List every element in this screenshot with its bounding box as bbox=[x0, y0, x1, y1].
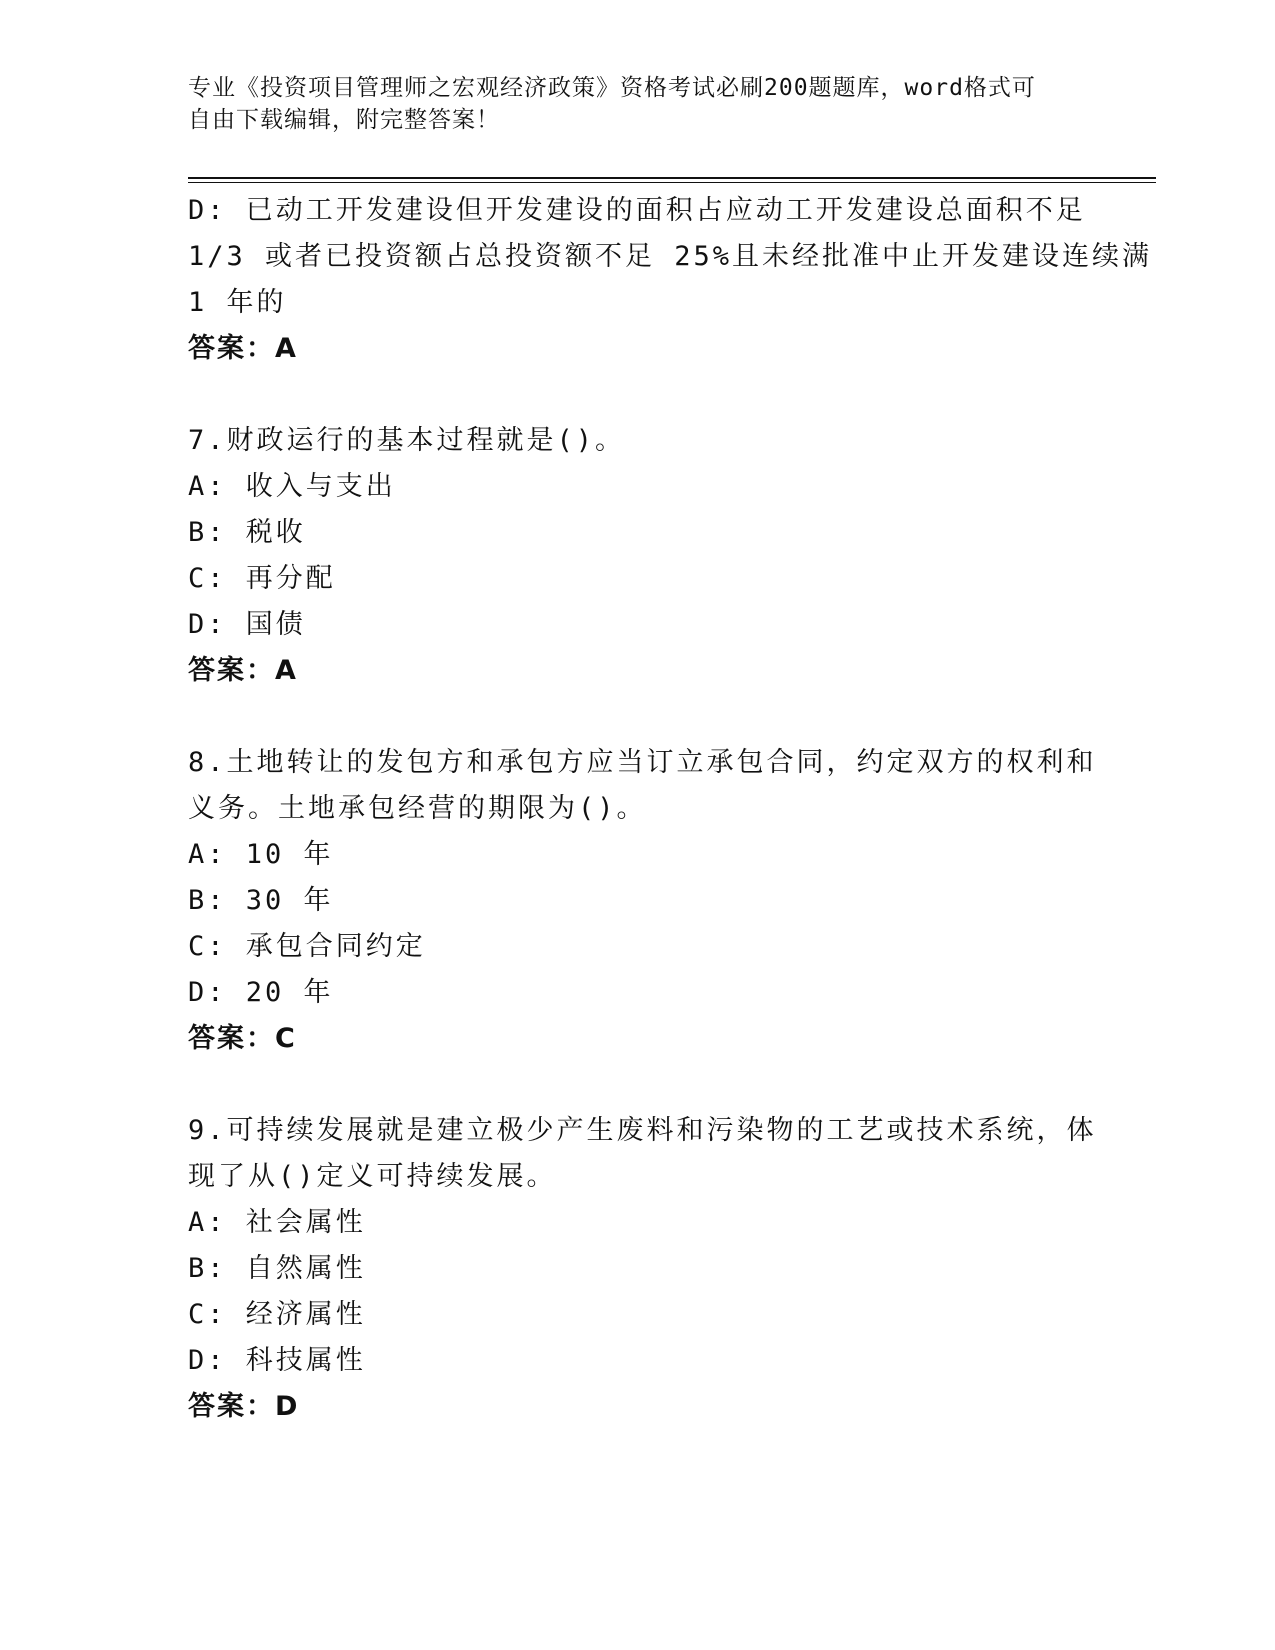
spacer bbox=[188, 694, 1088, 740]
spacer bbox=[188, 372, 1088, 418]
question-list bbox=[188, 188, 1153, 1430]
question-stem-line-1: 8.土地转让的发包方和承包方应当订立承包合同，约定双方的权利和 bbox=[188, 747, 1097, 778]
option-d: D: 国债 bbox=[188, 609, 306, 640]
option-d-line-2: 1/3 或者已投资额占总投资额不足 25%且未经批准中止开发建设连续满 bbox=[188, 241, 1153, 272]
option-a: A: 社会属性 bbox=[188, 1207, 366, 1238]
question-stem-line-1: 9.可持续发展就是建立极少产生废料和污染物的工艺或技术系统，体 bbox=[188, 1115, 1097, 1146]
option-b: B: 30 年 bbox=[188, 885, 334, 916]
answer-line: 答案：D bbox=[188, 1391, 300, 1422]
question-6-tail bbox=[188, 188, 1153, 372]
option-d-line-3: 1 年的 bbox=[188, 287, 287, 318]
question-9 bbox=[188, 1108, 1097, 1430]
header-divider-thick bbox=[188, 177, 1156, 179]
option-b: B: 自然属性 bbox=[188, 1253, 366, 1284]
option-c: C: 经济属性 bbox=[188, 1299, 366, 1330]
option-c: C: 再分配 bbox=[188, 563, 336, 594]
answer-line: 答案：A bbox=[188, 655, 298, 686]
header-line-2: 自由下载编辑，附完整答案！ bbox=[188, 107, 500, 133]
question-8 bbox=[188, 740, 1097, 1062]
question-stem: 7.财政运行的基本过程就是()。 bbox=[188, 425, 626, 456]
option-a: A: 10 年 bbox=[188, 839, 334, 870]
option-a: A: 收入与支出 bbox=[188, 471, 396, 502]
header-divider-thin bbox=[188, 182, 1156, 183]
answer-line: 答案：A bbox=[188, 333, 298, 364]
answer-line: 答案：C bbox=[188, 1023, 297, 1054]
question-stem-line-2: 现了从()定义可持续发展。 bbox=[188, 1161, 557, 1192]
question-stem-line-2: 义务。土地承包经营的期限为()。 bbox=[188, 793, 647, 824]
option-d: D: 科技属性 bbox=[188, 1345, 366, 1376]
spacer bbox=[188, 1062, 1088, 1108]
option-b: B: 税收 bbox=[188, 517, 306, 548]
question-7 bbox=[188, 418, 1088, 694]
option-d: D: 20 年 bbox=[188, 977, 334, 1008]
option-d-line-1: D: 已动工开发建设但开发建设的面积占应动工开发建设总面积不足 bbox=[188, 195, 1086, 226]
option-c: C: 承包合同约定 bbox=[188, 931, 426, 962]
document-header bbox=[188, 72, 1068, 136]
header-line-1: 专业《投资项目管理师之宏观经济政策》资格考试必刷200题题库，word格式可 bbox=[188, 75, 1036, 101]
